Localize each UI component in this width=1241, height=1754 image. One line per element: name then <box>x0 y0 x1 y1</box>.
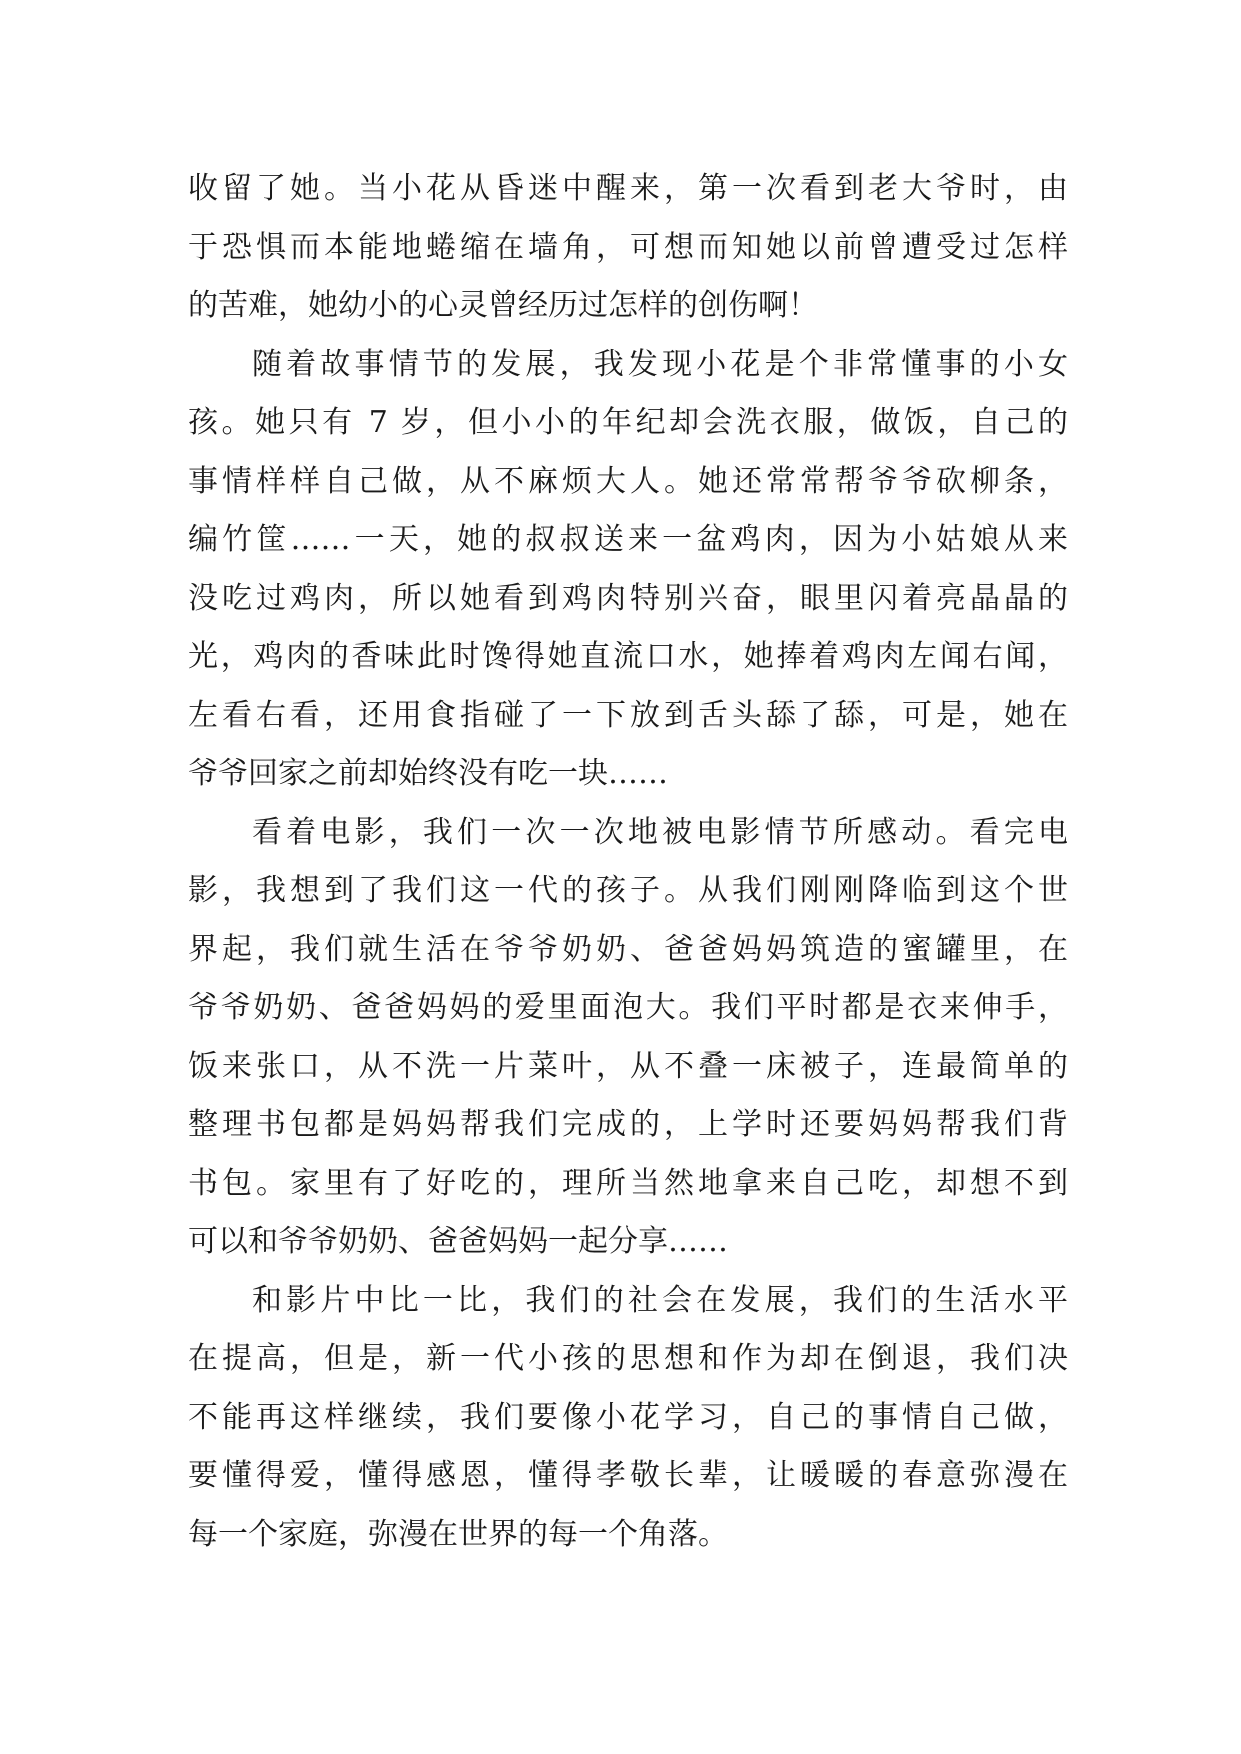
text-line: 爷爷回家之前却始终没有吃一块…… <box>188 756 668 791</box>
paragraph-1 <box>188 160 1068 336</box>
document-body <box>188 160 1068 1564</box>
text-line: 爷爷奶奶、爸爸妈妈的爱里面泡大。我们平时都是衣来伸手， <box>188 990 1068 1025</box>
text-line: 于恐惧而本能地蜷缩在墙角，可想而知她以前曾遭受过怎样 <box>188 229 1068 265</box>
text-line: 要懂得爱，懂得感恩，懂得孝敬长辈，让暖暖的春意弥漫在 <box>188 1458 1068 1493</box>
text-line: 编竹筐……一天，她的叔叔送来一盆鸡肉，因为小姑娘从来 <box>188 522 1068 557</box>
paragraph-2 <box>188 336 1068 804</box>
text-line: 看着电影，我们一次一次地被电影情节所感动。看完电 <box>252 814 1068 850</box>
text-line: 事情样样自己做，从不麻烦大人。她还常常帮爷爷砍柳条， <box>188 463 1068 499</box>
text-line: 左看右看，还用食指碰了一下放到舌头舔了舔，可是，她在 <box>188 697 1068 733</box>
text-line: 书包。家里有了好吃的，理所当然地拿来自己吃，却想不到 <box>188 1165 1068 1201</box>
text-line: 没吃过鸡肉，所以她看到鸡肉特别兴奋，眼里闪着亮晶晶的 <box>188 580 1068 616</box>
text-line: 随着故事情节的发展，我发现小花是个非常懂事的小女 <box>252 346 1068 382</box>
text-line: 光，鸡肉的香味此时馋得她直流口水，她捧着鸡肉左闻右闻， <box>188 639 1068 674</box>
text-line: 和影片中比一比，我们的社会在发展，我们的生活水平 <box>252 1282 1068 1318</box>
text-line: 影，我想到了我们这一代的孩子。从我们刚刚降临到这个世 <box>188 873 1068 908</box>
text-line: 孩。她只有 7 岁，但小小的年纪却会洗衣服，做饭，自己的 <box>188 405 1068 440</box>
text-line: 界起，我们就生活在爷爷奶奶、爸爸妈妈筑造的蜜罐里，在 <box>188 931 1068 967</box>
text-line: 整理书包都是妈妈帮我们完成的，上学时还要妈妈帮我们背 <box>188 1107 1068 1142</box>
text-line: 可以和爷爷奶奶、爸爸妈妈一起分享…… <box>188 1224 728 1259</box>
text-line: 的苦难，她幼小的心灵曾经历过怎样的创伤啊！ <box>188 288 818 323</box>
text-line: 收留了她。当小花从昏迷中醒来，第一次看到老大爷时，由 <box>188 171 1068 206</box>
text-line: 在提高，但是，新一代小孩的思想和作为却在倒退，我们决 <box>188 1341 1068 1376</box>
paragraph-3 <box>188 804 1068 1272</box>
text-line: 不能再这样继续，我们要像小花学习，自己的事情自己做， <box>188 1399 1068 1435</box>
paragraph-4 <box>188 1272 1068 1565</box>
text-line: 饭来张口，从不洗一片菜叶，从不叠一床被子，连最简单的 <box>188 1048 1068 1084</box>
text-line: 每一个家庭，弥漫在世界的每一个角落。 <box>188 1516 728 1552</box>
